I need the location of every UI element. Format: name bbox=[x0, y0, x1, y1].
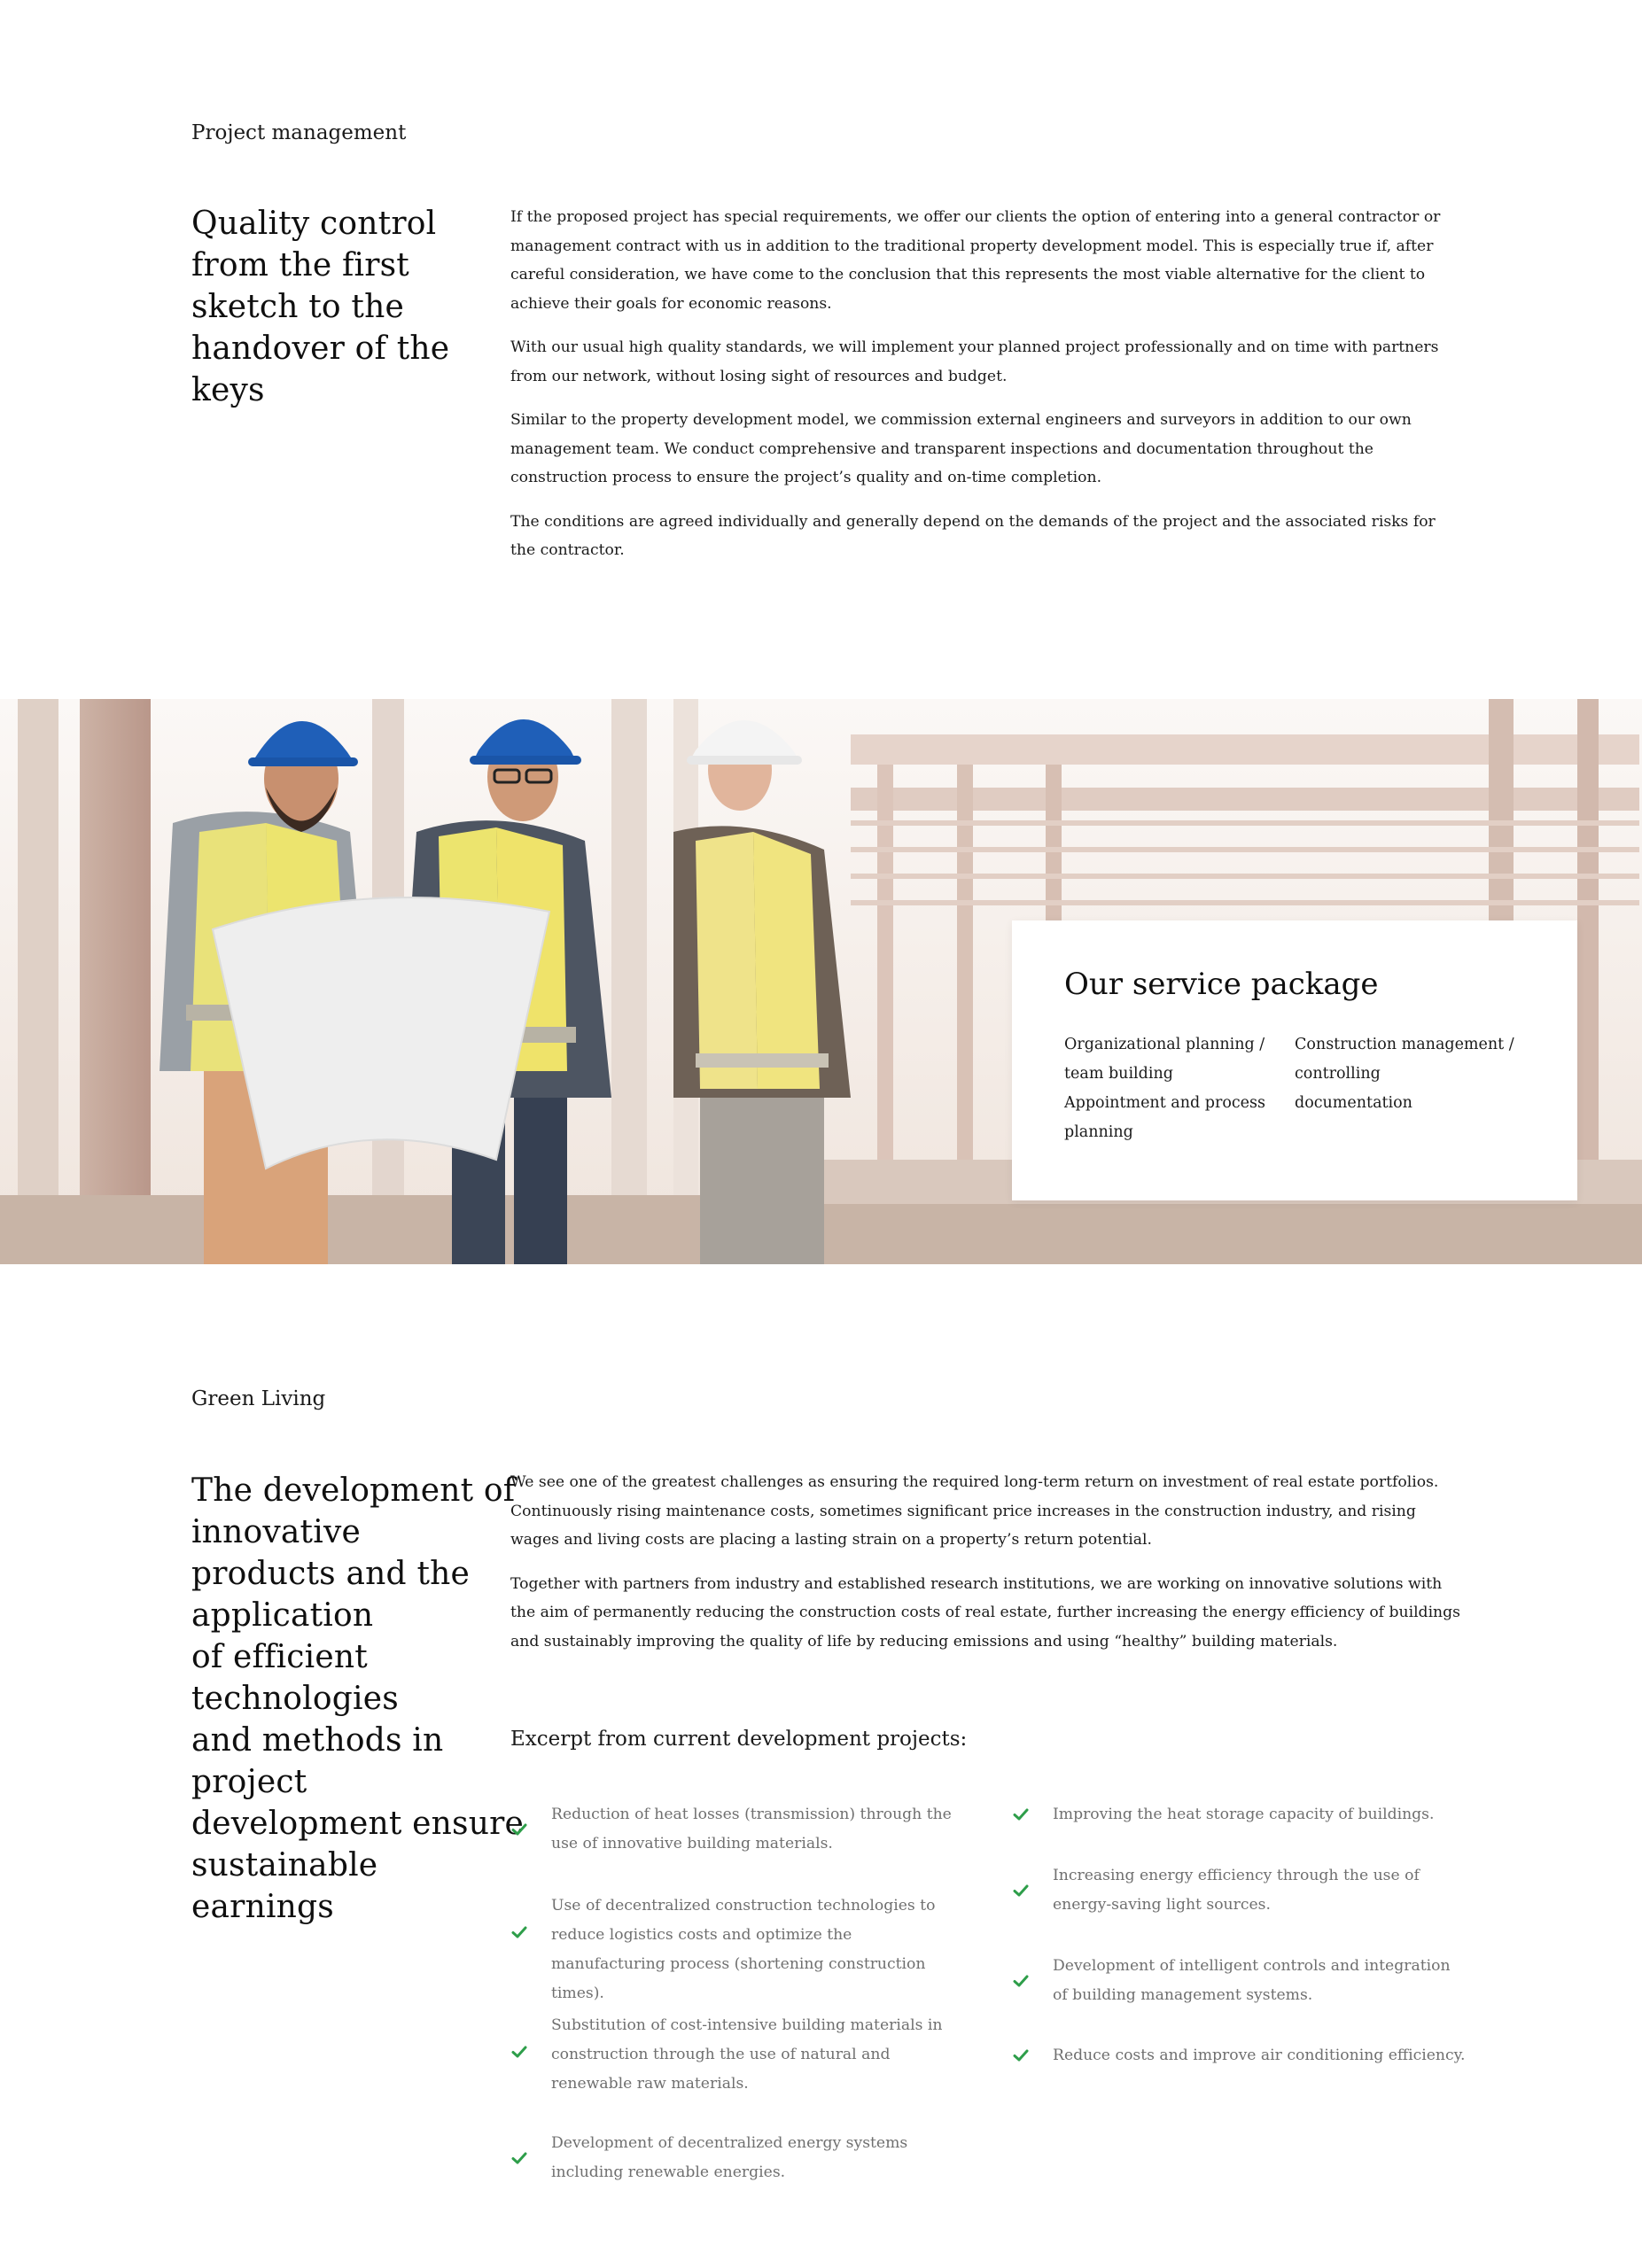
check-icon bbox=[510, 1821, 528, 1838]
feature-item bbox=[551, 1800, 959, 1859]
feature-item bbox=[1053, 1952, 1469, 2010]
heading-line: and methods in bbox=[191, 1722, 444, 1759]
heading-line: products and the bbox=[191, 1556, 470, 1592]
heading-line: of efficient bbox=[191, 1639, 368, 1675]
heading-line: handover of the bbox=[191, 330, 450, 367]
check-icon bbox=[1012, 2047, 1030, 2064]
check-icon bbox=[1012, 1882, 1030, 1899]
paragraph: The conditions are agreed individually and generally depend on the demands of the project and the associated risks for the contractor. bbox=[510, 512, 1436, 559]
heading-line: The development of bbox=[191, 1472, 516, 1509]
section-kicker-green-living: Green Living bbox=[191, 1387, 326, 1410]
service-package-card bbox=[1012, 920, 1577, 1200]
feature-item bbox=[551, 2011, 959, 2099]
heading-line: application bbox=[191, 1597, 374, 1634]
service-package-title: Our service package bbox=[1064, 967, 1379, 1002]
feature-item bbox=[1053, 1861, 1469, 1920]
check-icon bbox=[510, 2149, 528, 2167]
heading-line: technologies bbox=[191, 1681, 399, 1717]
heading-line: earnings bbox=[191, 1889, 334, 1925]
check-icon bbox=[1012, 1972, 1030, 1990]
service-item: Construction management / controlling bbox=[1295, 1036, 1514, 1083]
feature-text: Reduce costs and improve air conditioning efficiency. bbox=[1053, 2047, 1466, 2064]
feature-text: Use of decentralized construction technologies to reduce logistics costs and optimize the manufacturing process (shortening construction times). bbox=[551, 1897, 936, 2002]
green-living-heading bbox=[191, 1470, 524, 1928]
check-icon bbox=[510, 1923, 528, 1941]
heading-line: keys bbox=[191, 372, 265, 408]
feature-item bbox=[551, 1891, 959, 2008]
heading-line: Quality control bbox=[191, 206, 437, 242]
heading-line: sketch to the bbox=[191, 289, 404, 325]
section-kicker-project-management: Project management bbox=[191, 121, 407, 144]
excerpt-title: Excerpt from current development projects: bbox=[510, 1728, 968, 1751]
feature-text: Development of decentralized energy systems including renewable energies. bbox=[551, 2134, 908, 2181]
check-icon bbox=[510, 2043, 528, 2061]
heading-line: innovative bbox=[191, 1514, 361, 1550]
paragraph: Together with partners from industry and established research institutions, we are working on innovative solutions with the aim of permanently reducing the construction costs of real estate, further increasing the energy efficiency of buildings and sustainably improving the quality of life by reducing emissions and using “healthy” building materials. bbox=[510, 1574, 1460, 1651]
project-management-heading bbox=[191, 203, 449, 411]
project-management-body bbox=[510, 203, 1460, 580]
heading-line: sustainable bbox=[191, 1847, 378, 1884]
green-living-body bbox=[510, 1468, 1460, 1671]
heading-line: project bbox=[191, 1764, 307, 1800]
check-icon bbox=[1012, 1806, 1030, 1823]
feature-text: Increasing energy efficiency through the use of energy-saving light sources. bbox=[1053, 1867, 1420, 1914]
feature-text: Development of intelligent controls and integration of building management systems. bbox=[1053, 1957, 1451, 2004]
service-list-column-2 bbox=[1295, 1030, 1516, 1118]
paragraph: If the proposed project has special requirements, we offer our clients the option of entering into a general contractor or management contract with us in addition to the traditional property development model. This is especially true if, after careful consideration, we have come to the conclusion that this represents the most viable alternative for the client to achieve their goals for economic reasons. bbox=[510, 208, 1441, 313]
service-item: Organizational planning / team building bbox=[1064, 1036, 1265, 1083]
feature-text: Improving the heat storage capacity of buildings. bbox=[1053, 1806, 1435, 1823]
feature-item bbox=[1053, 1800, 1469, 1829]
service-item: documentation bbox=[1295, 1094, 1412, 1112]
feature-item bbox=[551, 2129, 959, 2187]
paragraph: With our usual high quality standards, we will implement your planned project professionally and on time with partners from our network, without losing sight of resources and budget. bbox=[510, 338, 1439, 385]
service-item: Appointment and process planning bbox=[1064, 1094, 1265, 1141]
feature-item bbox=[1053, 2041, 1469, 2070]
feature-text: Substitution of cost-intensive building materials in construction through the use of natural and renewable raw materials. bbox=[551, 2016, 943, 2093]
heading-line: from the first bbox=[191, 247, 409, 284]
paragraph: We see one of the greatest challenges as ensuring the required long-term return on investment of real estate portfolios. Continuously rising maintenance costs, sometimes significant price increases in the construction industry, and rising wages and living costs are placing a lasting strain on a property’s return potential. bbox=[510, 1473, 1439, 1549]
service-list-column-1 bbox=[1064, 1030, 1286, 1147]
paragraph: Similar to the property development model, we commission external engineers and surveyors in addition to our own management team. We conduct comprehensive and transparent inspections and documentation throughout the construction process to ensure the project’s quality and on-time completion. bbox=[510, 411, 1412, 486]
heading-line: development ensure bbox=[191, 1806, 525, 1842]
feature-text: Reduction of heat losses (transmission) through the use of innovative building materials. bbox=[551, 1806, 952, 1852]
